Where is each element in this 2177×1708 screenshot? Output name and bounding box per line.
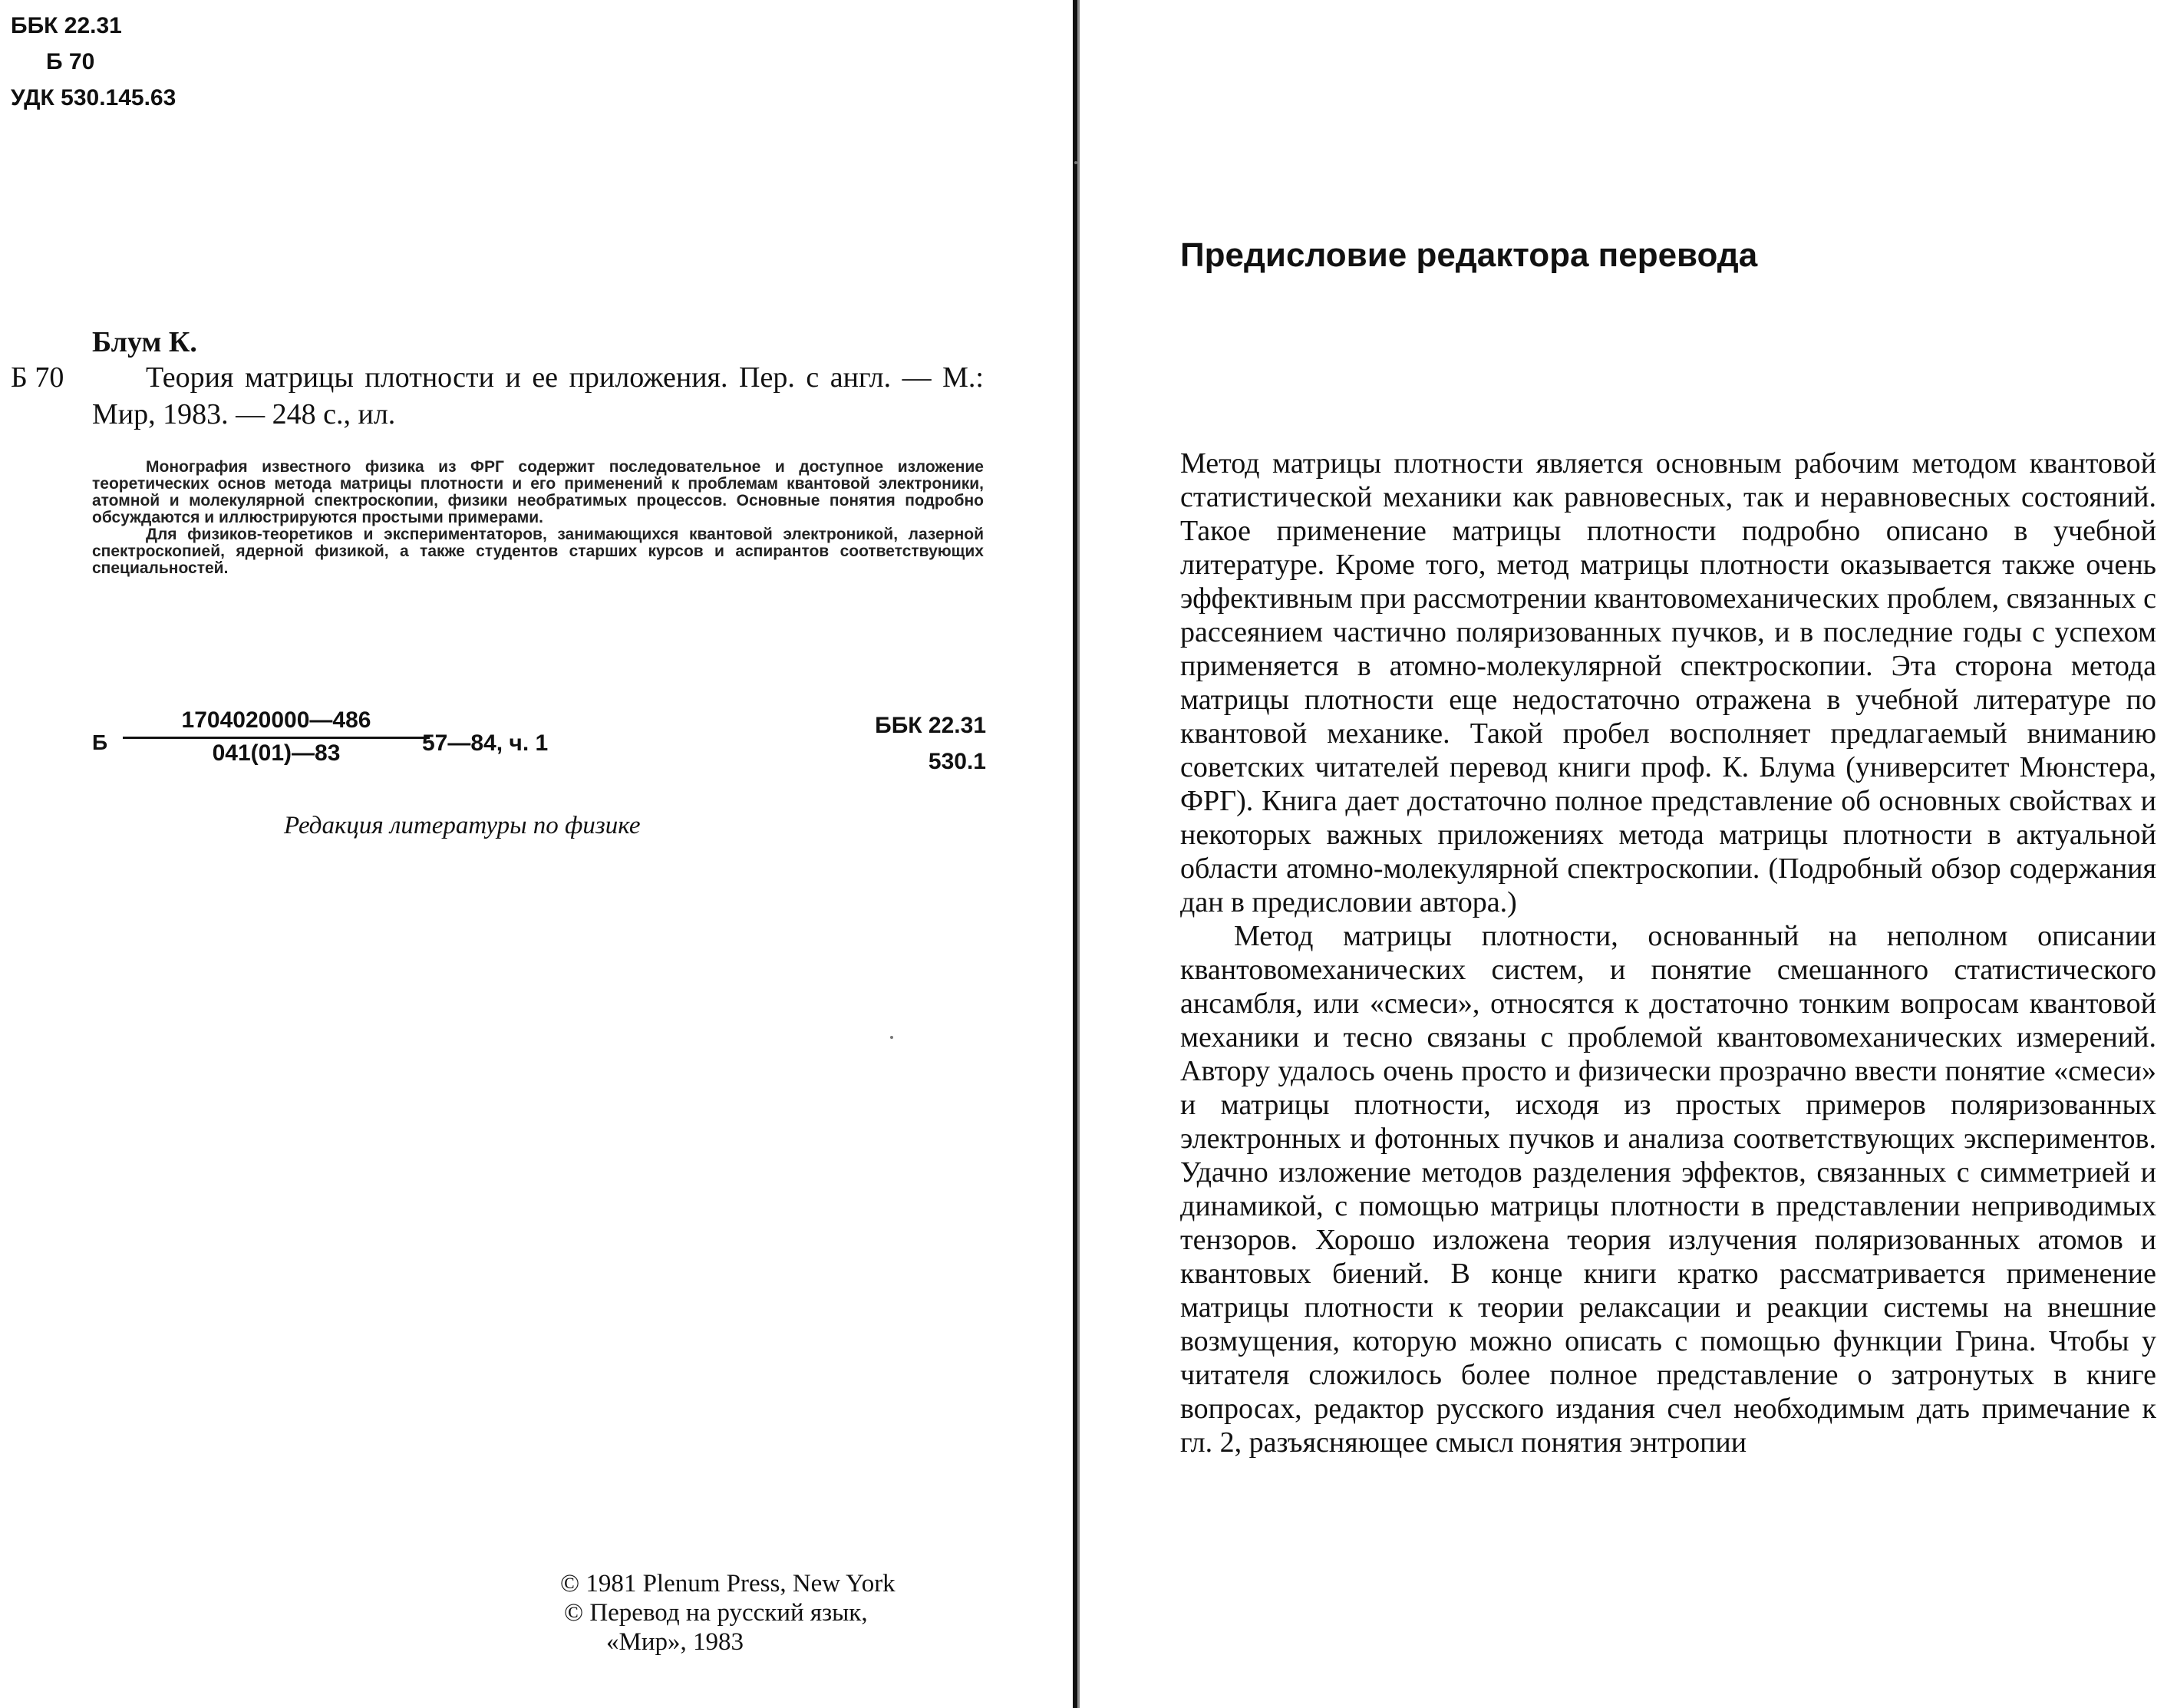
index-prefix: Б [92, 730, 108, 754]
book-spine-shadow [1077, 0, 1080, 1708]
index-denominator: 041(01)—83 [212, 740, 341, 766]
copyright-block [560, 1569, 896, 1657]
left-page [0, 0, 1067, 1708]
bbk-code: ББК 22.31 [11, 13, 122, 38]
bbk-right-block [840, 707, 986, 780]
bbk-right: ББК 22.31 [875, 713, 986, 738]
preface-body [1180, 447, 2156, 1459]
preface-paragraph-2: Метод матрицы плотности, основанный на неполном описании квантовомеханических систем, и понятие смешанного статистического ансамбля, или «смеси», относятся к достаточно тонким вопросам квантовой механики и тесно связаны с проблемой квантовомеханических измерений. Автору удалось очень просто и физически прозрачно ввести понятие «смеси» и матрицы плотности, исходя из простых примеров поляризованных электронных и фотонных пучков и анализа соответствующих экспериментов. Удачно изложение методов разделения эффектов, связанных с симметрией и динамикой, с помощью матрицы плотности в представлении неприводимых тензоров. Хорошо изложена теория излучения поляризованных атомов и квантовых биений. В конце книги кратко рассматривается применение матрицы плотности к теории релаксации и реакции системы на внешние возмущения, которую можно описать с помощью функции Грина. Чтобы у читателя сложилось более полное представление о затронутых в книге вопросах, редактор русского издания счел необходимым дать примечание к гл. 2, разъясняющее смысл понятия энтропии [1180, 920, 2156, 1459]
annotation-paragraph-1: Монография известного физика из ФРГ содержит последовательное и доступное изложение теоретических основ метода матрицы плотности и его применений к проблемам квантовой электроники, атомной и молекулярной спектроскопии, физики необратимых процессов. Основные понятия подробно обсуждаются и иллюстрируются простыми примерами. [92, 458, 984, 526]
index-numerator: 1704020000—486 [123, 707, 430, 739]
scan-speck [890, 1036, 893, 1039]
catalog-title-text: Теория матрицы плотности и ее приложения. Пер. с англ. — М.: Мир, 1983. — 248 с., ил. [92, 361, 984, 430]
annotation-paragraph-2: Для физиков-теоретиков и экспериментаторов, занимающихся квантовой электроникой, лазерной спектроскопией, ядерной физикой, а также студентов старших курсов и аспирантов соответствующих специальностей. [92, 526, 984, 577]
udk-code: УДК 530.145.63 [11, 85, 176, 110]
catalog-author: Блум К. [92, 326, 197, 358]
preface-paragraph-1: Метод матрицы плотности является основным рабочим методом квантовой статистической механики как равновесных, так и неравновесных состояний. Такое применение матрицы плотности подробно описано в учебной литературе. Кроме того, метод матрицы плотности оказывается также очень эффективным при рассмотрении квантовомеханических проблем, связанных с рассеянием частично поляризованных пучков, и в последние годы с успехом применяется в атомно-молекулярной спектроскопии. Эта сторона метода матрицы плотности еще недостаточно отражена в учебной литературе по квантовой механике. Такой пробел восполняет предлагаемый вниманию советских читателей перевод книги проф. К. Блума (университет Мюнстера, ФРГ). Книга дает достаточно полное представление об основных свойствах и некоторых важных приложениях метода матрицы плотности в актуальной области атомно-молекулярной спектроскопии. (Подробный обзор содержания дан в предисловии автора.) [1180, 447, 2156, 918]
copyright-line-2: © Перевод на русский язык, [564, 1599, 868, 1627]
index-fraction [123, 707, 430, 767]
copyright-line-3: «Мир», 1983 [606, 1628, 744, 1656]
number-right: 530.1 [928, 749, 986, 774]
preface-heading: Предисловие редактора перевода [1180, 236, 1758, 274]
scan-speck [1074, 161, 1077, 164]
annotation [92, 459, 984, 577]
catalog-code: Б 70 [11, 361, 64, 394]
catalog-title [92, 359, 984, 433]
index-suffix: 57—84, ч. 1 [422, 730, 549, 756]
copyright-line-1: © 1981 Plenum Press, New York [560, 1570, 896, 1598]
author-mark: Б 70 [46, 49, 95, 74]
edition-note: Редакция литературы по физике [284, 812, 641, 839]
